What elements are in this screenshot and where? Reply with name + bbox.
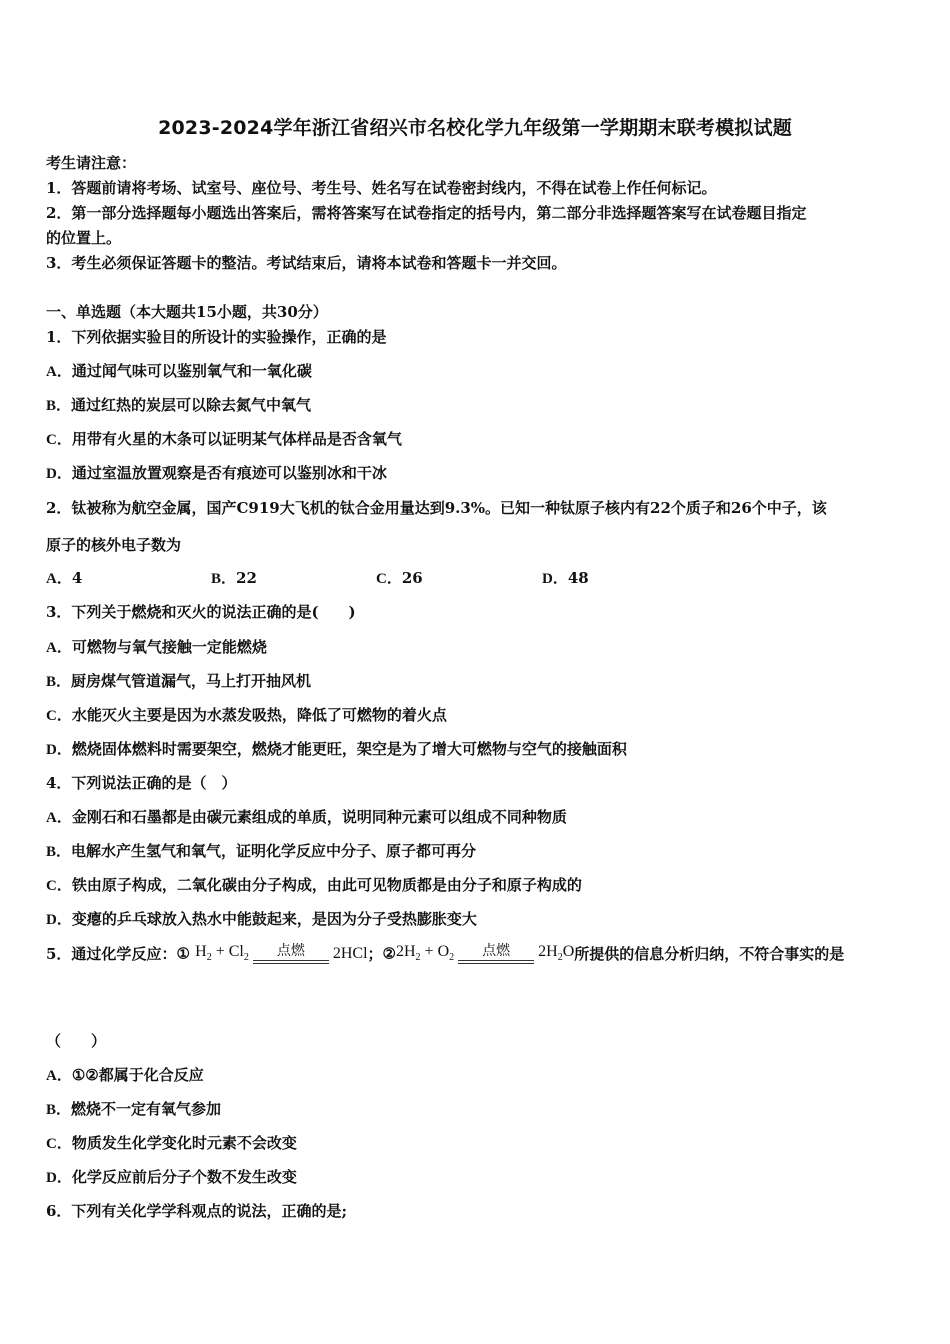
formula-subscript: 2 bbox=[415, 952, 421, 964]
option-text: 燃烧固体燃料时需要架空，燃烧才能更旺，架空是为了增大可燃物与空气的接触面积 bbox=[71, 740, 627, 758]
option-text: 可燃物与氧气接触一定能燃烧 bbox=[71, 638, 267, 656]
option-label: A． bbox=[46, 364, 72, 380]
option-text: 金刚石和石墨都是由碳元素组成的单质，说明同种元素可以组成不同种物质 bbox=[71, 808, 567, 826]
option-text: 电解水产生氢气和氧气，证明化学反应中分子、原子都可再分 bbox=[71, 842, 477, 860]
question-prefix: 5．通过化学反应： bbox=[46, 945, 177, 963]
option-text: 铁由原子构成，二氧化碳由分子构成，由此可见物质都是由分子和原子构成的 bbox=[71, 876, 582, 894]
formula-product bbox=[538, 943, 574, 963]
option-text: 化学反应前后分子个数不发生改变 bbox=[71, 1168, 297, 1186]
option-label: D． bbox=[46, 1170, 72, 1186]
option-item bbox=[46, 1166, 297, 1187]
formula-subscript: 2 bbox=[206, 952, 212, 964]
option-text: ①②都属于化合反应 bbox=[71, 1066, 204, 1084]
option-item bbox=[46, 670, 311, 691]
option-label: B． bbox=[211, 571, 237, 587]
option-label: C． bbox=[46, 878, 72, 894]
exam-title: 2023-2024学年浙江省绍兴市名校化学九年级第一学期期末联考模拟试题 bbox=[158, 117, 792, 139]
option-item bbox=[211, 567, 257, 588]
notice-item: 3．考生必须保证答题卡的整洁。考试结束后，请将本试卷和答题卡一并交回。 bbox=[46, 254, 567, 272]
question-stem: 2．钛被称为航空金属，国产C919大飞机的钛合金用量达到9.3%。已知一种钛原子核内有22个质子和26个中子，该 bbox=[46, 499, 827, 517]
equation-mark: ② bbox=[382, 944, 396, 963]
option-item bbox=[46, 1132, 297, 1153]
option-item bbox=[46, 360, 312, 381]
reaction-condition: 点燃 bbox=[482, 943, 511, 959]
option-label: A． bbox=[46, 1068, 72, 1084]
option-label: C． bbox=[46, 432, 72, 448]
option-text: 物质发生化学变化时元素不会改变 bbox=[71, 1134, 297, 1152]
formula-symbol: + Cl bbox=[211, 943, 244, 961]
option-item bbox=[46, 738, 627, 759]
option-text: 22 bbox=[236, 569, 257, 587]
option-text: 4 bbox=[71, 569, 83, 587]
equals-bars bbox=[458, 960, 534, 964]
option-text: 燃烧不一定有氧气参加 bbox=[71, 1100, 222, 1118]
equation-mark: ① bbox=[176, 944, 190, 963]
option-label: D． bbox=[46, 912, 72, 928]
question-stem: 6．下列有关化学学科观点的说法，正确的是; bbox=[46, 1202, 347, 1220]
option-item bbox=[542, 567, 589, 588]
option-label: D． bbox=[46, 466, 72, 482]
option-label: A． bbox=[46, 640, 72, 656]
reaction-arrow bbox=[249, 943, 333, 964]
question-stem: 4．下列说法正确的是（ ） bbox=[46, 774, 237, 792]
formula-symbol: + O bbox=[420, 943, 450, 961]
notice-item: 的位置上。 bbox=[46, 229, 122, 247]
section-heading: 一、单选题（本大题共15小题，共30分） bbox=[46, 303, 328, 321]
option-item bbox=[376, 567, 423, 588]
formula-symbol: 2H bbox=[538, 943, 558, 961]
option-label: B． bbox=[46, 398, 72, 414]
option-text: 水能灭火主要是因为水蒸发吸热，降低了可燃物的着火点 bbox=[71, 706, 447, 724]
option-text: 26 bbox=[401, 569, 423, 587]
option-text: 用带有火星的木条可以证明某气体样品是否含氧气 bbox=[71, 430, 402, 448]
formula-subscript: 2 bbox=[243, 952, 249, 964]
option-text: 48 bbox=[567, 569, 589, 587]
option-text: 厨房煤气管道漏气，马上打开抽风机 bbox=[71, 672, 312, 690]
option-item bbox=[46, 840, 476, 861]
formula-symbol: H bbox=[195, 943, 207, 961]
option-label: B． bbox=[46, 1102, 72, 1118]
formula-product: 2HCl bbox=[332, 944, 368, 962]
reaction-condition: 点燃 bbox=[276, 943, 305, 959]
option-label: D． bbox=[542, 571, 568, 587]
equation-1 bbox=[195, 943, 249, 963]
reaction-arrow bbox=[454, 943, 538, 964]
notice-item: 1．答题前请将考场、试室号、座位号、考生号、姓名写在试卷密封线内，不得在试卷上作任何标记。 bbox=[46, 179, 717, 197]
option-item bbox=[46, 1098, 221, 1119]
option-text: 通过闻气味可以鉴别氧气和一氧化碳 bbox=[71, 362, 312, 380]
formula-symbol: 2H bbox=[395, 943, 416, 961]
question-stem: 3．下列关于燃烧和灭火的说法正确的是( ) bbox=[46, 603, 356, 621]
notice-item: 2．第一部分选择题每小题选出答案后，需将答案写在试卷指定的括号内，第二部分非选择题答案写在试卷题目指定 bbox=[46, 204, 807, 222]
answer-blank: （ ） bbox=[46, 1032, 107, 1050]
option-item bbox=[46, 567, 82, 588]
option-label: A． bbox=[46, 810, 72, 826]
option-label: C． bbox=[46, 708, 72, 724]
option-item bbox=[46, 704, 447, 725]
question-stem-with-equations bbox=[46, 943, 844, 964]
option-label: C． bbox=[46, 1136, 72, 1152]
option-label: A． bbox=[46, 571, 72, 587]
option-item bbox=[46, 462, 387, 483]
option-item bbox=[46, 908, 477, 929]
option-item bbox=[46, 874, 582, 895]
option-item bbox=[46, 394, 311, 415]
option-item bbox=[46, 428, 402, 449]
option-text: 通过室温放置观察是否有痕迹可以鉴别冰和干冰 bbox=[71, 464, 387, 482]
notice-heading: 考生请注意： bbox=[46, 154, 137, 172]
formula-symbol: O bbox=[562, 943, 575, 961]
question-suffix: 所提供的信息分析归纳，不符合事实的是 bbox=[574, 945, 845, 963]
option-text: 通过红热的炭层可以除去氮气中氧气 bbox=[71, 396, 312, 414]
option-label: D． bbox=[46, 742, 72, 758]
equals-bars bbox=[253, 960, 329, 964]
question-stem: 原子的核外电子数为 bbox=[46, 536, 182, 554]
option-item bbox=[46, 1064, 204, 1085]
formula-subscript: 2 bbox=[449, 952, 455, 964]
option-label: B． bbox=[46, 844, 72, 860]
option-item bbox=[46, 636, 267, 657]
option-text: 变瘪的乒乓球放入热水中能鼓起来，是因为分子受热膨胀变大 bbox=[71, 910, 477, 928]
separator: ； bbox=[367, 945, 383, 963]
question-stem: 1．下列依据实验目的所设计的实验操作，正确的是 bbox=[46, 328, 387, 346]
equation-2 bbox=[396, 943, 454, 963]
option-label: C． bbox=[376, 571, 402, 587]
formula-subscript: 2 bbox=[557, 952, 563, 964]
option-item bbox=[46, 806, 567, 827]
option-label: B． bbox=[46, 674, 72, 690]
